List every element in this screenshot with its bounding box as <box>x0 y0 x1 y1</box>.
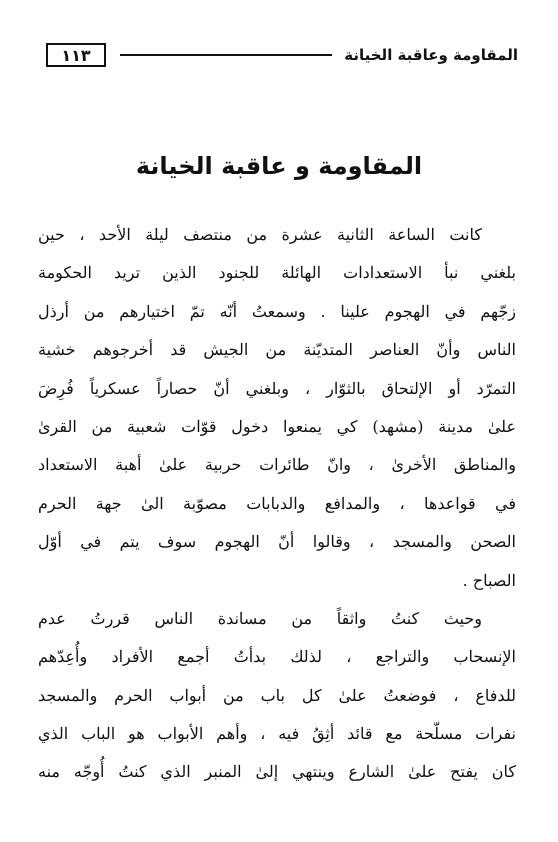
text-line: كانت الساعة الثانية عشرة من منتصف ليلة الأحد ، حين <box>38 225 482 244</box>
text-line: الإنسحاب والتراجع ، لذلك بدأتُ أجمع الأفراد وأُعِدّهم <box>38 647 516 667</box>
page-header <box>46 38 518 72</box>
text-line: زجّهم في الهجوم علينا . وسمعتُ أنّه تمّ اختيارهم من أرذل <box>38 301 516 321</box>
page-number: ١١٣ <box>46 43 106 67</box>
text-line: التمرّد أو الإلتحاق بالثوّار ، وبلغني أنّ حصاراً عسكرياً فُرِضَ <box>38 378 516 398</box>
header-rule <box>120 54 332 56</box>
running-title: المقاومة وعاقبة الخيانة <box>344 46 518 64</box>
text-line: الناس وأنّ العناصر المتديّنة من الجيش قد أخرجوهم خشية <box>38 340 516 360</box>
text-line: نفرات مسلّحة مع قائد أثِقُ فيه ، وأهم الأبواب هو الباب الذي <box>38 724 516 744</box>
text-line: علىٰ مدينة (مشهد) كي يمنعوا دخول قوّات شعبية من القرىٰ <box>38 416 516 436</box>
paragraph-2 <box>38 600 516 792</box>
chapter-title: المقاومة و عاقبة الخيانة <box>135 152 423 180</box>
paragraph-1 <box>38 216 516 600</box>
body-text <box>38 216 516 792</box>
text-line: وحيث كنتُ واثقاً من مساندة الناس قررتُ عدم <box>38 608 482 628</box>
text-line: للدفاع ، فوضعتُ علىٰ كل باب من أبواب الحرم والمسجد <box>38 685 516 705</box>
text-line: في قواعدها ، والمدافع والدبابات مصوّبة الىٰ جهة الحرم <box>38 493 516 513</box>
text-line: بلغني نبأ الاستعدادات الهائلة للجنود الذين تريد الحكومة <box>38 263 516 283</box>
text-line: والمناطق الأخرىٰ ، وانّ طائرات حربية علىٰ أهبة الاستعداد <box>38 455 516 475</box>
text-line: الصباح . <box>462 570 516 590</box>
text-line: الصحن والمسجد ، وقالوا أنّ الهجوم سوف يتم في أوّل <box>38 532 516 552</box>
text-line: كان يفتح علىٰ الشارع وينتهي إلىٰ المنبر الذي كنتُ أُوجّه منه <box>38 762 516 782</box>
